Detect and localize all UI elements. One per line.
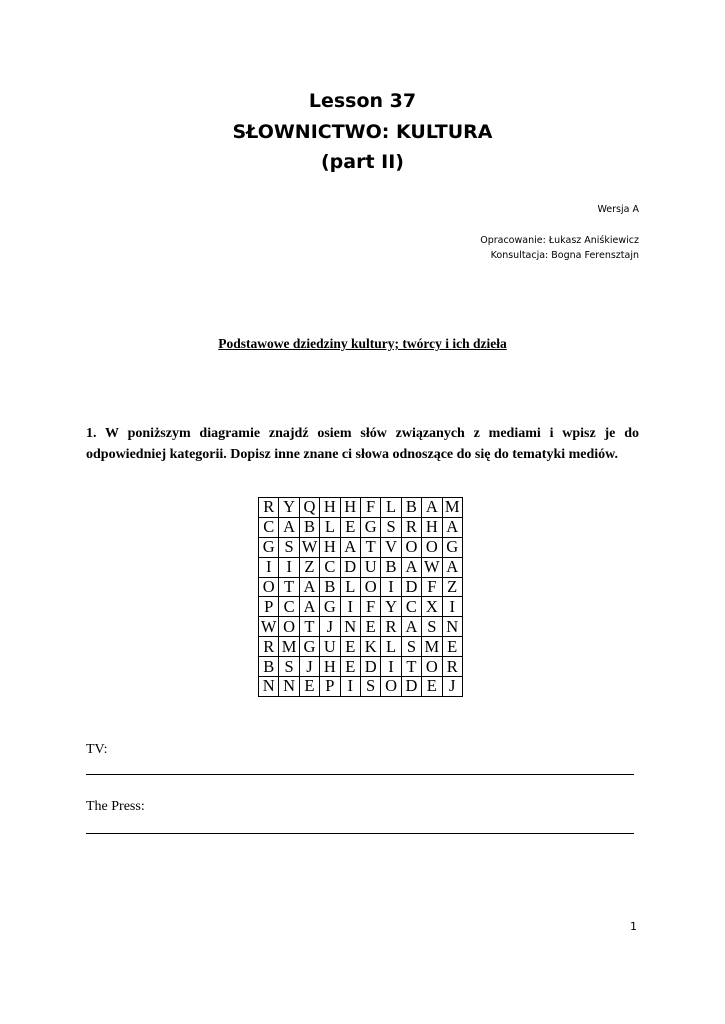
grid-cell[interactable]: M xyxy=(442,498,462,518)
grid-cell[interactable]: A xyxy=(442,517,462,537)
tv-label: TV: xyxy=(86,742,108,757)
grid-cell[interactable]: G xyxy=(320,597,340,617)
grid-cell[interactable]: T xyxy=(279,577,299,597)
grid-cell[interactable]: Y xyxy=(279,498,299,518)
grid-cell[interactable]: S xyxy=(381,517,401,537)
grid-cell[interactable]: H xyxy=(320,498,340,518)
grid-cell[interactable]: J xyxy=(320,617,340,637)
grid-cell[interactable]: R xyxy=(401,517,421,537)
lesson-title: Lesson 37 xyxy=(308,90,417,112)
word-search-grid xyxy=(258,497,463,697)
grid-cell[interactable]: O xyxy=(360,577,380,597)
grid-cell[interactable]: F xyxy=(360,498,380,518)
grid-cell[interactable]: Q xyxy=(299,498,319,518)
grid-cell[interactable]: R xyxy=(259,498,279,518)
grid-cell[interactable]: I xyxy=(340,677,360,697)
grid-cell[interactable]: I xyxy=(381,577,401,597)
grid-cell[interactable]: A xyxy=(442,557,462,577)
grid-row xyxy=(259,498,463,518)
grid-cell[interactable]: I xyxy=(279,557,299,577)
grid-cell[interactable]: J xyxy=(299,657,319,677)
grid-cell[interactable]: R xyxy=(259,637,279,657)
grid-cell[interactable]: O xyxy=(279,617,299,637)
grid-cell[interactable]: E xyxy=(422,677,442,697)
grid-cell[interactable]: Y xyxy=(381,597,401,617)
grid-cell[interactable]: A xyxy=(422,498,442,518)
grid-cell[interactable]: G xyxy=(259,537,279,557)
grid-cell[interactable]: S xyxy=(422,617,442,637)
grid-cell[interactable]: S xyxy=(279,657,299,677)
grid-cell[interactable]: D xyxy=(401,677,421,697)
grid-cell[interactable]: L xyxy=(340,577,360,597)
grid-cell[interactable]: V xyxy=(381,537,401,557)
grid-cell[interactable]: D xyxy=(340,557,360,577)
consultation-credit: Konsultacja: Bogna Ferensztajn xyxy=(490,250,639,261)
grid-cell[interactable]: O xyxy=(259,577,279,597)
grid-row xyxy=(259,637,463,657)
grid-cell[interactable]: F xyxy=(422,577,442,597)
grid-cell[interactable]: W xyxy=(299,537,319,557)
grid-row xyxy=(259,517,463,537)
grid-cell[interactable]: C xyxy=(320,557,340,577)
grid-row xyxy=(259,577,463,597)
grid-cell[interactable]: H xyxy=(422,517,442,537)
grid-cell[interactable]: O xyxy=(422,657,442,677)
grid-cell[interactable]: B xyxy=(401,498,421,518)
grid-cell[interactable]: U xyxy=(360,557,380,577)
grid-cell[interactable]: A xyxy=(340,537,360,557)
grid-cell[interactable]: N xyxy=(259,677,279,697)
grid-cell[interactable]: M xyxy=(422,637,442,657)
grid-cell[interactable]: U xyxy=(320,637,340,657)
author-credit: Opracowanie: Łukasz Aniśkiewicz xyxy=(480,235,639,246)
grid-cell[interactable]: D xyxy=(360,657,380,677)
grid-cell[interactable]: O xyxy=(401,537,421,557)
grid-cell[interactable]: R xyxy=(442,657,462,677)
task-instruction: 1. W poniższym diagramie znajdź osiem słów związanych z mediami i wpisz je do odpowiedniej kategorii. Dopisz inne znane ci słowa odnoszące do się do tematyki mediów. xyxy=(86,426,639,462)
grid-cell[interactable]: Z xyxy=(299,557,319,577)
grid-cell[interactable]: C xyxy=(401,597,421,617)
grid-cell[interactable]: I xyxy=(340,597,360,617)
grid-cell[interactable]: W xyxy=(259,617,279,637)
grid-cell[interactable]: T xyxy=(401,657,421,677)
grid-cell[interactable]: L xyxy=(381,637,401,657)
grid-cell[interactable]: P xyxy=(259,597,279,617)
grid-cell[interactable]: B xyxy=(381,557,401,577)
page-number: 1 xyxy=(630,920,637,933)
grid-cell[interactable]: G xyxy=(442,537,462,557)
grid-cell[interactable]: L xyxy=(381,498,401,518)
press-answer-line[interactable] xyxy=(86,833,634,834)
grid-cell[interactable]: N xyxy=(442,617,462,637)
version-label: Wersja A xyxy=(597,204,639,215)
press-label: The Press: xyxy=(86,799,145,814)
grid-cell[interactable]: N xyxy=(279,677,299,697)
grid-cell[interactable]: J xyxy=(442,677,462,697)
grid-cell[interactable]: A xyxy=(299,577,319,597)
grid-cell[interactable]: X xyxy=(422,597,442,617)
grid-cell[interactable]: H xyxy=(320,657,340,677)
grid-row xyxy=(259,597,463,617)
grid-cell[interactable]: A xyxy=(401,617,421,637)
grid-cell[interactable]: C xyxy=(259,517,279,537)
grid-row xyxy=(259,657,463,677)
tv-answer-line[interactable] xyxy=(86,774,634,775)
grid-cell[interactable]: P xyxy=(320,677,340,697)
grid-cell[interactable]: O xyxy=(422,537,442,557)
grid-cell[interactable]: D xyxy=(401,577,421,597)
grid-cell[interactable]: F xyxy=(360,597,380,617)
grid-row xyxy=(259,557,463,577)
grid-cell[interactable]: S xyxy=(279,537,299,557)
grid-row xyxy=(259,537,463,557)
grid-row xyxy=(259,677,463,697)
grid-cell[interactable]: E xyxy=(340,657,360,677)
grid-cell[interactable]: A xyxy=(279,517,299,537)
grid-cell[interactable]: H xyxy=(320,537,340,557)
grid-cell[interactable]: E xyxy=(340,517,360,537)
grid-cell[interactable]: G xyxy=(299,637,319,657)
grid-cell[interactable]: G xyxy=(360,517,380,537)
grid-cell[interactable]: K xyxy=(360,637,380,657)
grid-cell[interactable]: A xyxy=(299,597,319,617)
grid-cell[interactable]: H xyxy=(340,498,360,518)
grid-cell[interactable]: I xyxy=(381,657,401,677)
part-title: (part II) xyxy=(321,151,404,173)
grid-cell[interactable]: E xyxy=(299,677,319,697)
grid-cell[interactable]: R xyxy=(381,617,401,637)
grid-cell[interactable]: O xyxy=(381,677,401,697)
section-heading: Podstawowe dziedziny kultury; twórcy i ich dzieła xyxy=(218,336,507,351)
grid-cell[interactable]: E xyxy=(442,637,462,657)
grid-cell[interactable]: E xyxy=(360,617,380,637)
grid-cell[interactable]: B xyxy=(299,517,319,537)
grid-cell[interactable]: M xyxy=(279,637,299,657)
grid-cell[interactable]: B xyxy=(320,577,340,597)
grid-cell[interactable]: S xyxy=(401,637,421,657)
topic-title: SŁOWNICTWO: KULTURA xyxy=(232,120,493,143)
grid-cell[interactable]: Z xyxy=(442,577,462,597)
grid-cell[interactable]: B xyxy=(259,657,279,677)
title-block xyxy=(0,86,725,178)
grid-cell[interactable]: S xyxy=(360,677,380,697)
grid-cell[interactable]: A xyxy=(401,557,421,577)
grid-cell[interactable]: N xyxy=(340,617,360,637)
grid-cell[interactable]: L xyxy=(320,517,340,537)
grid-cell[interactable]: T xyxy=(299,617,319,637)
grid-cell[interactable]: C xyxy=(279,597,299,617)
grid-cell[interactable]: I xyxy=(442,597,462,617)
grid-row xyxy=(259,617,463,637)
grid-cell[interactable]: E xyxy=(340,637,360,657)
grid-cell[interactable]: T xyxy=(360,537,380,557)
grid-cell[interactable]: W xyxy=(422,557,442,577)
grid-cell[interactable]: I xyxy=(259,557,279,577)
